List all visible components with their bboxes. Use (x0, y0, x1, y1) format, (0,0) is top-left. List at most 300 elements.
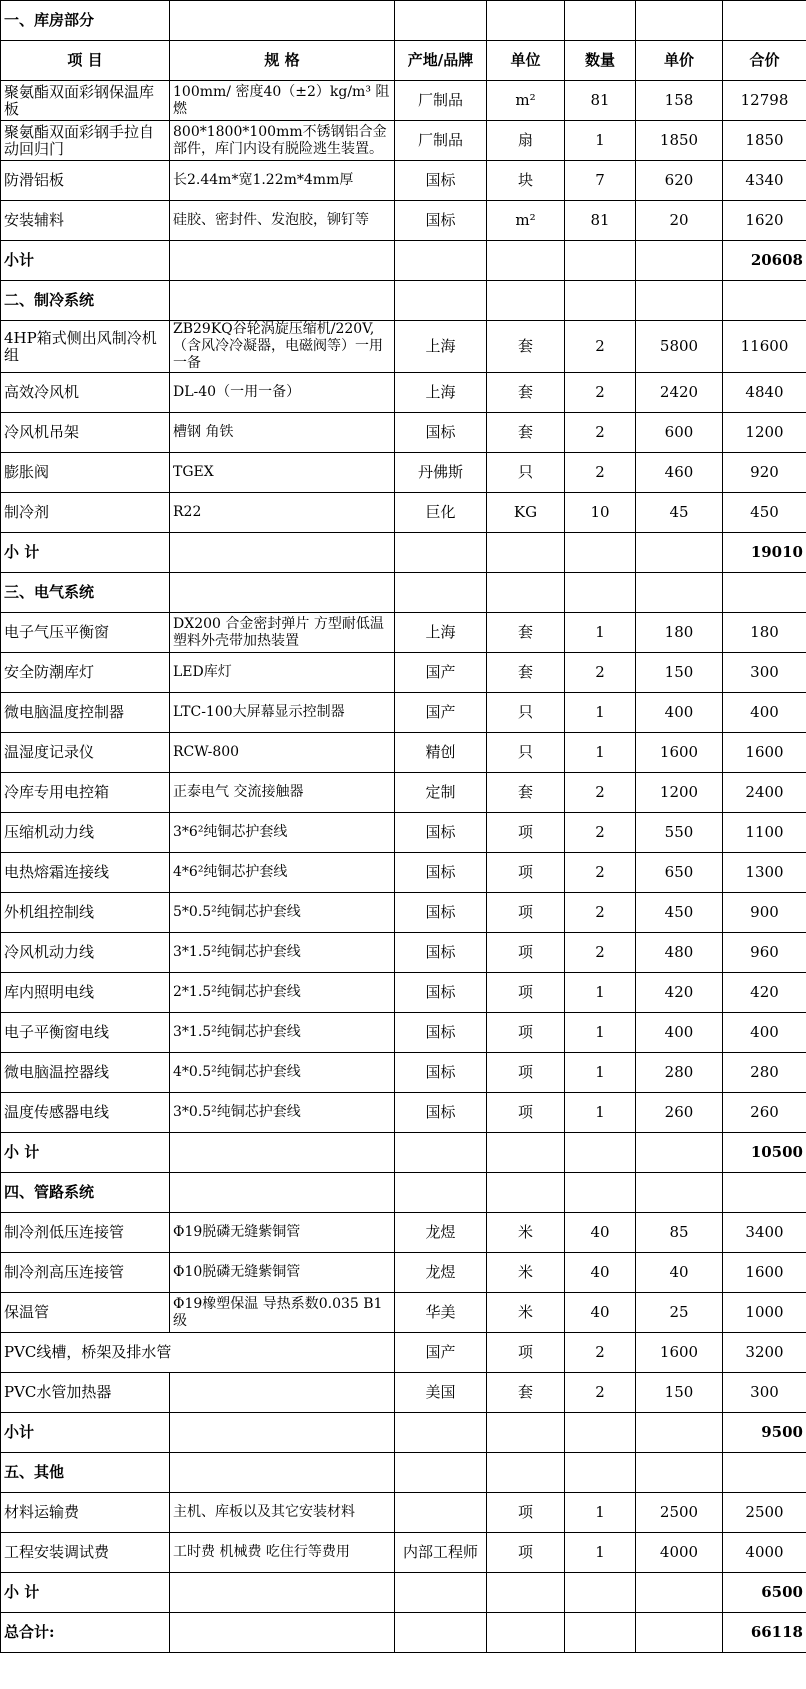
item-origin: 龙煜 (395, 1253, 487, 1293)
empty-cell (170, 573, 395, 613)
item-name: 工程安装调试费 (1, 1533, 170, 1573)
item-name: 温湿度记录仪 (1, 733, 170, 773)
table-row (1, 613, 806, 653)
item-spec (170, 1373, 395, 1413)
empty-cell (395, 1613, 487, 1653)
table-row (1, 1533, 806, 1573)
item-total: 920 (723, 453, 806, 493)
empty-cell (565, 1453, 636, 1493)
header-qty: 数量 (565, 41, 636, 81)
empty-cell (487, 241, 565, 281)
item-origin: 龙煜 (395, 1213, 487, 1253)
item-qty: 2 (565, 1373, 636, 1413)
item-qty: 81 (565, 81, 636, 121)
item-name: 压缩机动力线 (1, 813, 170, 853)
item-name: PVC线槽，桥架及排水管 (1, 1333, 395, 1373)
empty-cell (565, 1613, 636, 1653)
item-qty: 1 (565, 973, 636, 1013)
item-qty: 7 (565, 161, 636, 201)
item-qty: 2 (565, 933, 636, 973)
item-total: 3400 (723, 1213, 806, 1253)
item-qty: 2 (565, 1333, 636, 1373)
item-price: 85 (636, 1213, 723, 1253)
item-spec: 硅胶、密封件、发泡胶，铆钉等 (170, 201, 395, 241)
section-title: 五、其他 (1, 1453, 170, 1493)
item-unit: 米 (487, 1253, 565, 1293)
item-unit: m² (487, 201, 565, 241)
item-unit: 项 (487, 1013, 565, 1053)
item-name: 高效冷风机 (1, 373, 170, 413)
item-spec: 3*6²纯铜芯护套线 (170, 813, 395, 853)
item-spec: DX200 合金密封弹片 方型耐低温塑料外壳带加热装置 (170, 613, 395, 653)
item-spec: 4*0.5²纯铜芯护套线 (170, 1053, 395, 1093)
item-qty: 2 (565, 321, 636, 373)
item-unit: 项 (487, 933, 565, 973)
empty-cell (636, 1133, 723, 1173)
item-name: PVC水管加热器 (1, 1373, 170, 1413)
item-spec: 2*1.5²纯铜芯护套线 (170, 973, 395, 1013)
header-spec: 规 格 (170, 41, 395, 81)
item-unit: 扇 (487, 121, 565, 161)
item-spec: 槽钢 角铁 (170, 413, 395, 453)
item-qty: 1 (565, 1533, 636, 1573)
empty-cell (723, 281, 806, 321)
item-name: 电子平衡窗电线 (1, 1013, 170, 1053)
item-name: 微电脑温度控制器 (1, 693, 170, 733)
empty-cell (565, 1173, 636, 1213)
item-unit: 项 (487, 1493, 565, 1533)
item-name: 制冷剂高压连接管 (1, 1253, 170, 1293)
item-spec: 3*1.5²纯铜芯护套线 (170, 1013, 395, 1053)
empty-cell (395, 281, 487, 321)
item-unit: 项 (487, 973, 565, 1013)
empty-cell (565, 533, 636, 573)
item-qty: 1 (565, 1493, 636, 1533)
item-unit: 项 (487, 813, 565, 853)
item-qty: 2 (565, 773, 636, 813)
empty-cell (636, 1453, 723, 1493)
item-spec: R22 (170, 493, 395, 533)
empty-cell (395, 1, 487, 41)
item-total: 2500 (723, 1493, 806, 1533)
item-origin: 上海 (395, 613, 487, 653)
item-origin: 厂制品 (395, 81, 487, 121)
section-title-row (1, 1173, 806, 1213)
table-row (1, 453, 806, 493)
item-price: 25 (636, 1293, 723, 1333)
section-title: 四、管路系统 (1, 1173, 170, 1213)
table-row (1, 1493, 806, 1533)
grand-total-row (1, 1613, 806, 1653)
item-price: 4000 (636, 1533, 723, 1573)
table-row (1, 321, 806, 373)
item-total: 280 (723, 1053, 806, 1093)
item-spec: 100mm/ 密度40（±2）kg/m³ 阻燃 (170, 81, 395, 121)
item-spec: 工时费 机械费 吃住行等费用 (170, 1533, 395, 1573)
subtotal-row (1, 1413, 806, 1453)
table-row (1, 1293, 806, 1333)
table-row (1, 693, 806, 733)
item-total: 1600 (723, 733, 806, 773)
item-total: 400 (723, 693, 806, 733)
item-total: 2400 (723, 773, 806, 813)
section-title: 一、库房部分 (1, 1, 170, 41)
item-price: 480 (636, 933, 723, 973)
empty-cell (636, 1173, 723, 1213)
item-unit: 项 (487, 1053, 565, 1093)
item-price: 2420 (636, 373, 723, 413)
item-price: 460 (636, 453, 723, 493)
item-qty: 10 (565, 493, 636, 533)
table-row (1, 161, 806, 201)
item-name: 电子气压平衡窗 (1, 613, 170, 653)
table-row (1, 201, 806, 241)
item-unit: 块 (487, 161, 565, 201)
item-origin: 国标 (395, 853, 487, 893)
section-title-row (1, 1, 806, 41)
item-name: 微电脑温控器线 (1, 1053, 170, 1093)
item-origin: 内部工程师 (395, 1533, 487, 1573)
item-name: 外机组控制线 (1, 893, 170, 933)
item-name: 材料运输费 (1, 1493, 170, 1533)
item-price: 150 (636, 653, 723, 693)
item-spec: 正泰电气 交流接触器 (170, 773, 395, 813)
table-row (1, 1053, 806, 1093)
item-unit: 项 (487, 853, 565, 893)
item-spec: Φ10脱磷无缝紫铜管 (170, 1253, 395, 1293)
item-total: 180 (723, 613, 806, 653)
empty-cell (170, 1573, 395, 1613)
item-origin: 国标 (395, 161, 487, 201)
item-total: 1600 (723, 1253, 806, 1293)
empty-cell (487, 1613, 565, 1653)
item-origin: 国标 (395, 413, 487, 453)
item-unit: 套 (487, 373, 565, 413)
table-row (1, 413, 806, 453)
empty-cell (636, 241, 723, 281)
item-total: 1200 (723, 413, 806, 453)
item-total: 4000 (723, 1533, 806, 1573)
item-price: 650 (636, 853, 723, 893)
item-name: 安装辅料 (1, 201, 170, 241)
item-total: 12798 (723, 81, 806, 121)
empty-cell (395, 1573, 487, 1613)
grand-total-label: 总合计: (1, 1613, 170, 1653)
section-title-row (1, 281, 806, 321)
item-unit: 米 (487, 1293, 565, 1333)
item-origin (395, 1493, 487, 1533)
subtotal-row (1, 1573, 806, 1613)
table-row (1, 973, 806, 1013)
table-row (1, 1373, 806, 1413)
subtotal-label: 小 计 (1, 1133, 170, 1173)
item-unit: 套 (487, 613, 565, 653)
item-name: 聚氨酯双面彩钢保温库板 (1, 81, 170, 121)
empty-cell (636, 1613, 723, 1653)
subtotal-label: 小 计 (1, 1573, 170, 1613)
empty-cell (565, 573, 636, 613)
item-price: 20 (636, 201, 723, 241)
empty-cell (395, 1453, 487, 1493)
item-total: 1850 (723, 121, 806, 161)
item-name: 冷风机动力线 (1, 933, 170, 973)
item-origin: 上海 (395, 321, 487, 373)
item-origin: 丹佛斯 (395, 453, 487, 493)
item-unit: 米 (487, 1213, 565, 1253)
item-price: 420 (636, 973, 723, 1013)
empty-cell (395, 1413, 487, 1453)
header-item: 项 目 (1, 41, 170, 81)
empty-cell (395, 241, 487, 281)
header-origin: 产地/品牌 (395, 41, 487, 81)
item-total: 960 (723, 933, 806, 973)
subtotal-value: 20608 (723, 241, 806, 281)
empty-cell (487, 1573, 565, 1613)
item-name: 库内照明电线 (1, 973, 170, 1013)
item-spec: TGEX (170, 453, 395, 493)
item-qty: 2 (565, 813, 636, 853)
item-price: 1850 (636, 121, 723, 161)
item-qty: 1 (565, 1053, 636, 1093)
empty-cell (636, 533, 723, 573)
empty-cell (395, 533, 487, 573)
item-origin: 美国 (395, 1373, 487, 1413)
header-total: 合价 (723, 41, 806, 81)
item-price: 280 (636, 1053, 723, 1093)
empty-cell (723, 1, 806, 41)
empty-cell (565, 1573, 636, 1613)
table-row (1, 853, 806, 893)
item-name: 冷库专用电控箱 (1, 773, 170, 813)
empty-cell (487, 573, 565, 613)
item-spec: ZB29KQ谷轮涡旋压缩机/220V,（含风冷冷凝器，电磁阀等）一用一备 (170, 321, 395, 373)
item-qty: 1 (565, 1013, 636, 1053)
item-qty: 2 (565, 893, 636, 933)
item-origin: 国标 (395, 973, 487, 1013)
empty-cell (487, 281, 565, 321)
empty-cell (170, 1613, 395, 1653)
item-unit: 项 (487, 1333, 565, 1373)
subtotal-row (1, 533, 806, 573)
item-origin: 国标 (395, 1013, 487, 1053)
header-row (1, 41, 806, 81)
item-qty: 1 (565, 613, 636, 653)
item-qty: 40 (565, 1253, 636, 1293)
table-row (1, 81, 806, 121)
table-row (1, 933, 806, 973)
empty-cell (395, 1173, 487, 1213)
item-spec: Φ19脱磷无缝紫铜管 (170, 1213, 395, 1253)
empty-cell (723, 573, 806, 613)
item-origin: 国标 (395, 1093, 487, 1133)
item-unit: 项 (487, 1093, 565, 1133)
subtotal-value: 10500 (723, 1133, 806, 1173)
item-unit: m² (487, 81, 565, 121)
item-spec: 3*1.5²纯铜芯护套线 (170, 933, 395, 973)
item-spec: 4*6²纯铜芯护套线 (170, 853, 395, 893)
subtotal-value: 9500 (723, 1413, 806, 1453)
empty-cell (487, 1413, 565, 1453)
item-total: 900 (723, 893, 806, 933)
item-name: 制冷剂低压连接管 (1, 1213, 170, 1253)
empty-cell (170, 1413, 395, 1453)
grand-total-value: 66118 (723, 1613, 806, 1653)
item-qty: 2 (565, 653, 636, 693)
empty-cell (636, 1413, 723, 1453)
item-total: 3200 (723, 1333, 806, 1373)
item-price: 150 (636, 1373, 723, 1413)
item-qty: 2 (565, 373, 636, 413)
subtotal-value: 6500 (723, 1573, 806, 1613)
item-total: 260 (723, 1093, 806, 1133)
item-origin: 定制 (395, 773, 487, 813)
item-unit: 项 (487, 893, 565, 933)
item-price: 550 (636, 813, 723, 853)
item-total: 1000 (723, 1293, 806, 1333)
item-origin: 国产 (395, 1333, 487, 1373)
empty-cell (636, 573, 723, 613)
item-spec: LED库灯 (170, 653, 395, 693)
section-title-row (1, 573, 806, 613)
item-name: 聚氨酯双面彩钢手拉自动回归门 (1, 121, 170, 161)
empty-cell (487, 1133, 565, 1173)
table-row (1, 653, 806, 693)
empty-cell (565, 1413, 636, 1453)
item-unit: 套 (487, 653, 565, 693)
table-row (1, 121, 806, 161)
table-row (1, 1213, 806, 1253)
item-origin: 精创 (395, 733, 487, 773)
empty-cell (636, 1, 723, 41)
empty-cell (395, 573, 487, 613)
item-qty: 1 (565, 121, 636, 161)
item-qty: 2 (565, 413, 636, 453)
item-total: 4840 (723, 373, 806, 413)
table-row (1, 493, 806, 533)
item-total: 1300 (723, 853, 806, 893)
item-total: 420 (723, 973, 806, 1013)
item-total: 4340 (723, 161, 806, 201)
item-name: 冷风机吊架 (1, 413, 170, 453)
item-name: 4HP箱式侧出风制冷机组 (1, 321, 170, 373)
item-unit: 套 (487, 321, 565, 373)
item-total: 11600 (723, 321, 806, 373)
subtotal-row (1, 1133, 806, 1173)
item-origin: 上海 (395, 373, 487, 413)
item-name: 防滑铝板 (1, 161, 170, 201)
subtotal-label: 小 计 (1, 533, 170, 573)
item-total: 450 (723, 493, 806, 533)
item-name: 安全防潮库灯 (1, 653, 170, 693)
item-qty: 1 (565, 693, 636, 733)
item-spec: RCW-800 (170, 733, 395, 773)
item-qty: 2 (565, 453, 636, 493)
subtotal-label: 小计 (1, 241, 170, 281)
item-qty: 40 (565, 1293, 636, 1333)
empty-cell (723, 1173, 806, 1213)
item-price: 620 (636, 161, 723, 201)
item-price: 260 (636, 1093, 723, 1133)
item-origin: 国标 (395, 893, 487, 933)
empty-cell (565, 281, 636, 321)
item-total: 1100 (723, 813, 806, 853)
item-name: 保温管 (1, 1293, 170, 1333)
item-price: 40 (636, 1253, 723, 1293)
subtotal-value: 19010 (723, 533, 806, 573)
item-origin: 华美 (395, 1293, 487, 1333)
item-unit: 只 (487, 733, 565, 773)
empty-cell (170, 241, 395, 281)
empty-cell (170, 1453, 395, 1493)
header-price: 单价 (636, 41, 723, 81)
item-origin: 国标 (395, 933, 487, 973)
item-name: 电热熔霜连接线 (1, 853, 170, 893)
item-price: 180 (636, 613, 723, 653)
item-name: 膨胀阀 (1, 453, 170, 493)
empty-cell (395, 1133, 487, 1173)
table-row (1, 1253, 806, 1293)
item-origin: 国产 (395, 653, 487, 693)
item-spec: 800*1800*100mm不锈钢铝合金部件，库门内设有脱险逃生装置。 (170, 121, 395, 161)
item-price: 1600 (636, 733, 723, 773)
empty-cell (723, 1453, 806, 1493)
item-origin: 国标 (395, 201, 487, 241)
item-qty: 1 (565, 733, 636, 773)
empty-cell (170, 1133, 395, 1173)
item-unit: 套 (487, 1373, 565, 1413)
table-row (1, 813, 806, 853)
header-unit: 单位 (487, 41, 565, 81)
empty-cell (487, 533, 565, 573)
empty-cell (565, 1, 636, 41)
empty-cell (487, 1173, 565, 1213)
item-unit: KG (487, 493, 565, 533)
item-price: 1600 (636, 1333, 723, 1373)
empty-cell (565, 1133, 636, 1173)
table-row (1, 893, 806, 933)
empty-cell (170, 1, 395, 41)
item-name: 温度传感器电线 (1, 1093, 170, 1133)
item-spec: DL-40（一用一备） (170, 373, 395, 413)
empty-cell (636, 1573, 723, 1613)
item-spec: 5*0.5²纯铜芯护套线 (170, 893, 395, 933)
item-price: 2500 (636, 1493, 723, 1533)
item-total: 300 (723, 653, 806, 693)
empty-cell (565, 241, 636, 281)
item-spec: 长2.44m*宽1.22m*4mm厚 (170, 161, 395, 201)
item-qty: 81 (565, 201, 636, 241)
item-origin: 国标 (395, 813, 487, 853)
table-row (1, 1093, 806, 1133)
quotation-body (1, 1, 806, 1653)
table-row (1, 733, 806, 773)
item-origin: 国产 (395, 693, 487, 733)
empty-cell (487, 1, 565, 41)
item-unit: 项 (487, 1533, 565, 1573)
item-price: 400 (636, 693, 723, 733)
table-row (1, 373, 806, 413)
empty-cell (170, 533, 395, 573)
empty-cell (170, 281, 395, 321)
item-origin: 厂制品 (395, 121, 487, 161)
item-qty: 1 (565, 1093, 636, 1133)
item-qty: 40 (565, 1213, 636, 1253)
empty-cell (170, 1173, 395, 1213)
empty-cell (636, 281, 723, 321)
empty-cell (487, 1453, 565, 1493)
item-unit: 只 (487, 693, 565, 733)
item-total: 300 (723, 1373, 806, 1413)
